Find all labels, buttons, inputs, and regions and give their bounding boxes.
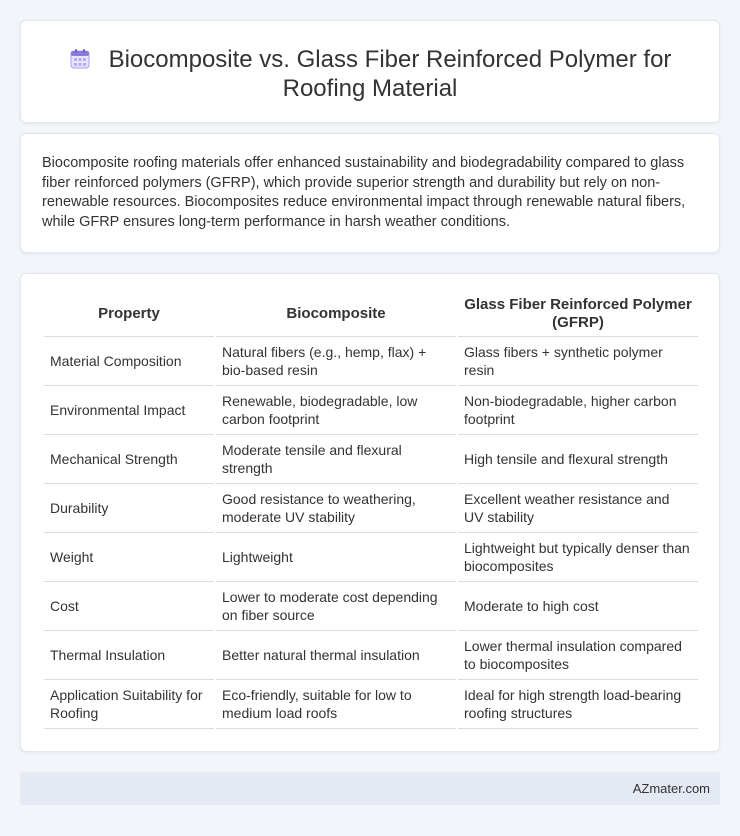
table-row (44, 386, 698, 435)
property-cell: Material Composition (44, 337, 214, 386)
table-row (44, 631, 698, 680)
property-cell: Environmental Impact (44, 386, 214, 435)
table-row (44, 484, 698, 533)
biocomposite-cell: Lower to moderate cost depending on fiber source (216, 582, 456, 631)
property-cell: Cost (44, 582, 214, 631)
biocomposite-cell: Better natural thermal insulation (216, 631, 456, 680)
property-cell: Durability (44, 484, 214, 533)
table-row (44, 533, 698, 582)
page-title: Biocomposite vs. Glass Fiber Reinforced Polymer for Roofing Material (108, 46, 672, 102)
property-cell: Application Suitability for Roofing (44, 680, 214, 729)
gfrp-cell: Lightweight but typically denser than biocomposites (458, 533, 698, 582)
property-cell: Thermal Insulation (44, 631, 214, 680)
gfrp-cell: Glass fibers + synthetic polymer resin (458, 337, 698, 386)
table-row (44, 582, 698, 631)
column-header-gfrp: Glass Fiber Reinforced Polymer (GFRP) (458, 292, 698, 337)
comparison-card (20, 273, 720, 752)
column-header-property: Property (44, 292, 214, 337)
table-row (44, 435, 698, 484)
gfrp-cell: High tensile and flexural strength (458, 435, 698, 484)
column-header-biocomposite: Biocomposite (216, 292, 456, 337)
page-title-row (61, 45, 679, 103)
table-row (44, 337, 698, 386)
calendar-icon (69, 48, 91, 70)
property-cell: Weight (44, 533, 214, 582)
comparison-table (42, 292, 700, 729)
table-row (44, 680, 698, 729)
biocomposite-cell: Good resistance to weathering, moderate UV stability (216, 484, 456, 533)
footer-site-link[interactable]: AZmater.com (632, 781, 710, 796)
biocomposite-cell: Moderate tensile and flexural strength (216, 435, 456, 484)
summary-card (20, 133, 720, 253)
title-card (20, 20, 720, 123)
biocomposite-cell: Eco-friendly, suitable for low to medium load roofs (216, 680, 456, 729)
property-cell: Mechanical Strength (44, 435, 214, 484)
gfrp-cell: Excellent weather resistance and UV stability (458, 484, 698, 533)
gfrp-cell: Moderate to high cost (458, 582, 698, 631)
biocomposite-cell: Lightweight (216, 533, 456, 582)
footer-bar (20, 772, 720, 805)
gfrp-cell: Ideal for high strength load-bearing roofing structures (458, 680, 698, 729)
biocomposite-cell: Natural fibers (e.g., hemp, flax) + bio-based resin (216, 337, 456, 386)
gfrp-cell: Lower thermal insulation compared to biocomposites (458, 631, 698, 680)
biocomposite-cell: Renewable, biodegradable, low carbon footprint (216, 386, 456, 435)
summary-text: Biocomposite roofing materials offer enhanced sustainability and biodegradability compared to glass fiber reinforced polymers (GFRP), which provide superior strength and durability but rely on non-renewable resources. Biocomposites reduce environmental impact through renewable natural fibers, while GFRP ensures long-term performance in harsh weather conditions. (42, 155, 686, 230)
table-header-row (44, 292, 698, 337)
gfrp-cell: Non-biodegradable, higher carbon footprint (458, 386, 698, 435)
